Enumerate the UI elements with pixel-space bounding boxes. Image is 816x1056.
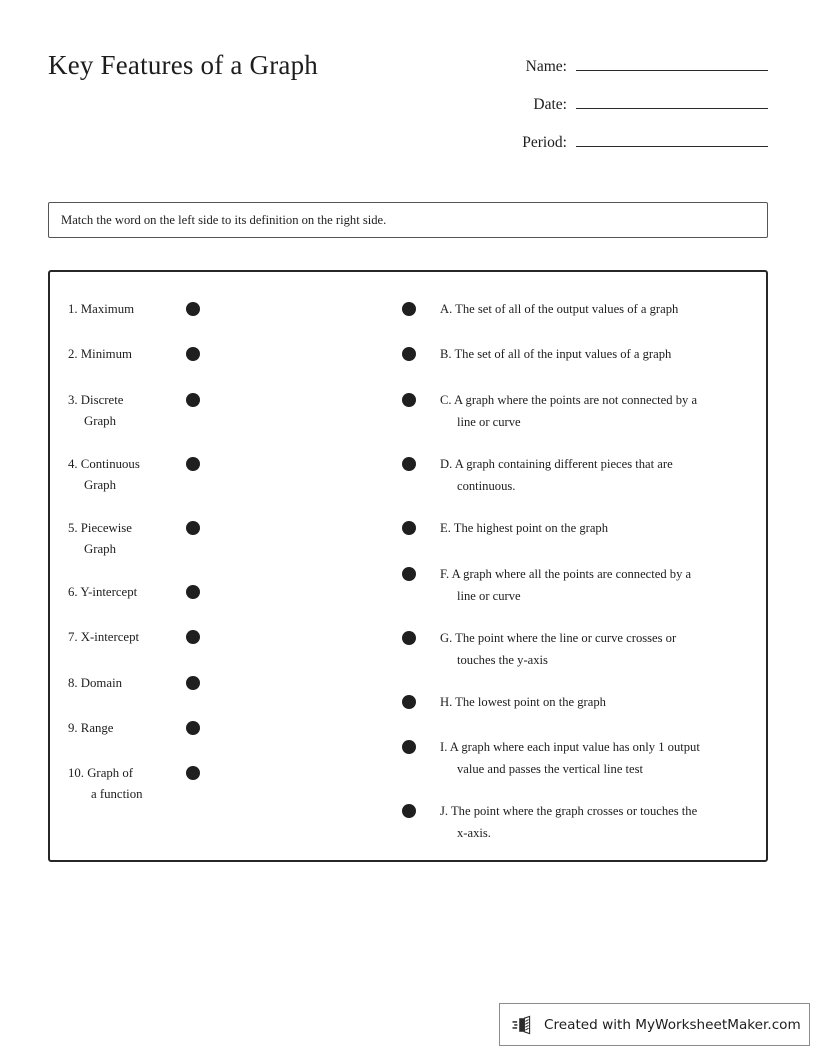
dot-icon bbox=[402, 347, 416, 361]
definition-match-dot[interactable] bbox=[402, 804, 416, 818]
student-info-block bbox=[512, 50, 768, 164]
dot-icon bbox=[186, 721, 200, 735]
definition-row bbox=[402, 691, 766, 714]
definition-row bbox=[402, 800, 766, 844]
definition-label-wrap: line or curve bbox=[457, 588, 521, 603]
definition-label: F. A graph where all the points are connected by a line or curve bbox=[440, 563, 691, 607]
footer-attribution-text: Created with MyWorksheetMaker.com bbox=[544, 1016, 801, 1033]
dot-icon bbox=[186, 585, 200, 599]
term-row bbox=[68, 581, 390, 603]
term-label: 10. Graph of a function bbox=[68, 762, 176, 805]
term-match-dot[interactable] bbox=[186, 302, 200, 316]
matching-panel bbox=[48, 270, 768, 862]
name-field-input[interactable] bbox=[576, 50, 768, 71]
term-match-dot[interactable] bbox=[186, 721, 200, 735]
dot-icon bbox=[186, 630, 200, 644]
page-title: Key Features of a Graph bbox=[48, 50, 318, 80]
definition-label-wrap: touches the y-axis bbox=[457, 652, 548, 667]
term-label-wrap: a function bbox=[91, 787, 143, 801]
term-label-wrap: Graph bbox=[84, 542, 116, 556]
definition-match-dot[interactable] bbox=[402, 521, 416, 535]
directions-text: Match the word on the left side to its definition on the right side. bbox=[61, 212, 387, 227]
term-row bbox=[68, 453, 390, 496]
definition-label-wrap: x-axis. bbox=[457, 825, 491, 840]
definition-match-dot[interactable] bbox=[402, 457, 416, 471]
definition-label: G. The point where the line or curve crosses or touches the y-axis bbox=[440, 627, 676, 671]
period-field-row bbox=[512, 126, 768, 164]
dot-icon bbox=[186, 457, 200, 471]
term-match-dot[interactable] bbox=[186, 521, 200, 535]
date-field-label: Date: bbox=[533, 96, 567, 113]
definition-label: D. A graph containing different pieces that are continuous. bbox=[440, 453, 673, 497]
definition-match-dot[interactable] bbox=[402, 347, 416, 361]
dot-icon bbox=[186, 676, 200, 690]
term-match-dot[interactable] bbox=[186, 347, 200, 361]
worksheet-maker-logo-icon bbox=[512, 1013, 536, 1037]
dot-icon bbox=[402, 804, 416, 818]
term-row bbox=[68, 762, 390, 805]
dot-icon bbox=[402, 740, 416, 754]
definition-match-dot[interactable] bbox=[402, 695, 416, 709]
dot-icon bbox=[186, 347, 200, 361]
definition-label-wrap: continuous. bbox=[457, 478, 516, 493]
term-row bbox=[68, 389, 390, 432]
footer-attribution-badge[interactable] bbox=[499, 1003, 810, 1046]
term-label: 7. X-intercept bbox=[68, 630, 140, 644]
dot-icon bbox=[402, 393, 416, 407]
definition-row bbox=[402, 389, 766, 433]
dot-icon bbox=[402, 631, 416, 645]
dot-icon bbox=[402, 302, 416, 316]
definition-row bbox=[402, 453, 766, 497]
term-label: 8. Domain bbox=[68, 676, 123, 690]
dot-icon bbox=[402, 521, 416, 535]
term-match-dot[interactable] bbox=[186, 393, 200, 407]
definition-label-wrap: line or curve bbox=[457, 414, 521, 429]
term-row bbox=[68, 717, 390, 739]
term-label: 2. Minimum bbox=[68, 347, 132, 361]
definition-row bbox=[402, 343, 766, 366]
term-match-dot[interactable] bbox=[186, 585, 200, 599]
term-match-dot[interactable] bbox=[186, 457, 200, 471]
name-field-row bbox=[512, 50, 768, 88]
dot-icon bbox=[402, 457, 416, 471]
dot-icon bbox=[186, 393, 200, 407]
definition-row bbox=[402, 517, 766, 540]
dot-icon bbox=[186, 766, 200, 780]
term-label-wrap: Graph bbox=[84, 414, 116, 428]
term-label: 5. Piecewise Graph bbox=[68, 517, 176, 560]
definition-label: E. The highest point on the graph bbox=[440, 521, 609, 535]
period-field-label: Period: bbox=[522, 134, 567, 151]
name-field-label: Name: bbox=[525, 58, 567, 75]
definition-label: H. The lowest point on the graph bbox=[440, 695, 606, 709]
definition-row bbox=[402, 563, 766, 607]
definition-match-dot[interactable] bbox=[402, 631, 416, 645]
term-match-dot[interactable] bbox=[186, 766, 200, 780]
term-label: 6. Y-intercept bbox=[68, 585, 138, 599]
date-field-row bbox=[512, 88, 768, 126]
definition-row bbox=[402, 627, 766, 671]
dot-icon bbox=[402, 567, 416, 581]
definition-row bbox=[402, 736, 766, 780]
term-row bbox=[68, 298, 390, 320]
term-row bbox=[68, 517, 390, 560]
term-label: 1. Maximum bbox=[68, 302, 135, 316]
definition-label: C. A graph where the points are not connected by a line or curve bbox=[440, 389, 697, 433]
definition-label: A. The set of all of the output values of a graph bbox=[440, 302, 679, 316]
definition-match-dot[interactable] bbox=[402, 740, 416, 754]
term-row bbox=[68, 343, 390, 365]
definition-match-dot[interactable] bbox=[402, 393, 416, 407]
definition-label: J. The point where the graph crosses or touches the x-axis. bbox=[440, 800, 697, 844]
dot-icon bbox=[402, 695, 416, 709]
term-row bbox=[68, 626, 390, 648]
term-row bbox=[68, 672, 390, 694]
definition-match-dot[interactable] bbox=[402, 302, 416, 316]
term-match-dot[interactable] bbox=[186, 676, 200, 690]
term-label: 3. Discrete Graph bbox=[68, 389, 176, 432]
definition-match-dot[interactable] bbox=[402, 567, 416, 581]
term-match-dot[interactable] bbox=[186, 630, 200, 644]
term-label: 4. Continuous Graph bbox=[68, 453, 176, 496]
definition-row bbox=[402, 298, 766, 321]
term-label-wrap: Graph bbox=[84, 478, 116, 492]
period-field-input[interactable] bbox=[576, 126, 768, 147]
date-field-input[interactable] bbox=[576, 88, 768, 109]
definition-label: B. The set of all of the input values of a graph bbox=[440, 347, 672, 361]
dot-icon bbox=[186, 302, 200, 316]
directions-box bbox=[48, 202, 768, 238]
term-label: 9. Range bbox=[68, 721, 114, 735]
definition-label-wrap: value and passes the vertical line test bbox=[457, 761, 644, 776]
dot-icon bbox=[186, 521, 200, 535]
definition-label: I. A graph where each input value has only 1 output value and passes the vertical line test bbox=[440, 736, 700, 780]
